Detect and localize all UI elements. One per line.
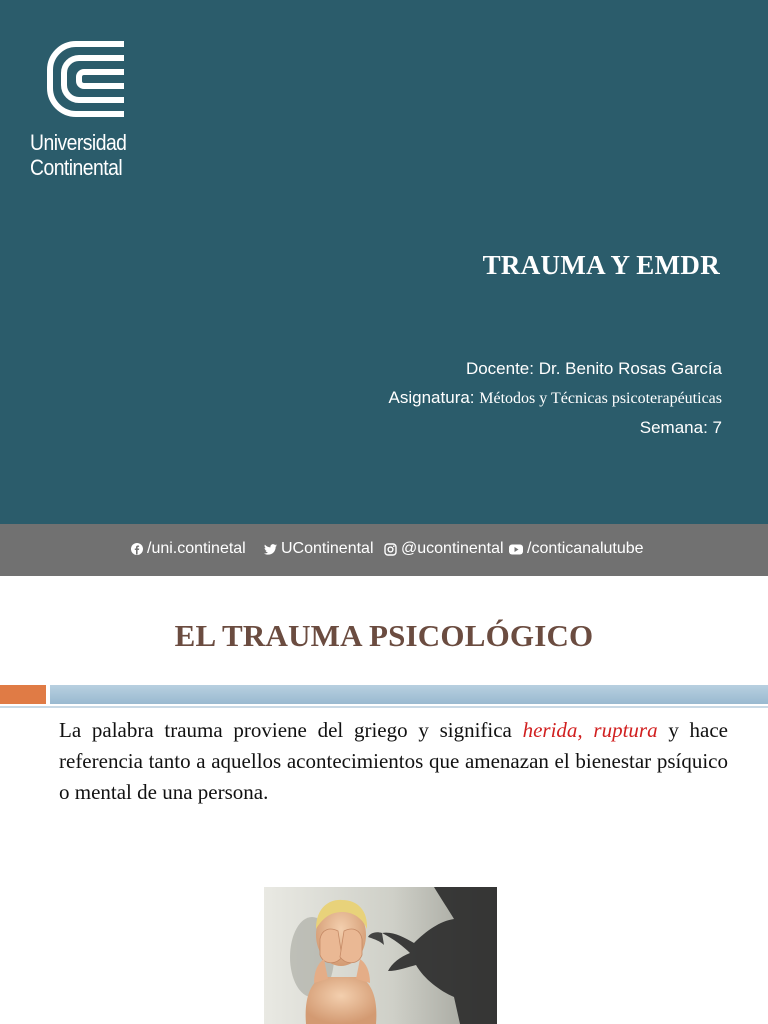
university-logo-icon [46,40,126,118]
week-line: Semana: 7 [639,418,722,437]
university-name [30,130,153,180]
subject-line [389,383,722,413]
instagram-icon [384,543,397,556]
social-twitter-text: UContinental [281,540,374,557]
definition-text-part1: La palabra trauma proviene del griego y significa [59,718,523,742]
divider [0,706,768,708]
social-twitter[interactable] [264,540,374,558]
definition-highlight: herida, ruptura [522,718,658,742]
social-media-bar [0,524,768,576]
social-instagram-text: @ucontinental [401,540,504,557]
social-facebook-text: /uni.continetal [147,540,246,557]
teacher-line: Docente: Dr. Benito Rosas García [465,359,722,378]
university-name-line1: Universidad [30,130,127,155]
definition-text-part2: y hace referencia tanto a aquellos acontecimientos que amenazan el bienestar psíquico o mental de una persona. [59,718,728,804]
trauma-child-photo [264,887,497,1024]
subject-value: Métodos y Técnicas psicoterapéuticas [479,390,722,407]
social-facebook[interactable] [131,540,246,558]
facebook-icon [131,543,143,555]
youtube-icon [509,544,523,555]
presentation-title: TRAUMA Y EMDR [482,250,720,280]
slide2-title: EL TRAUMA PSICOLÓGICO [174,618,594,653]
university-name-line2: Continental [30,155,123,180]
child-covering-face-illustration [264,887,497,1024]
trauma-definition-paragraph [59,715,728,808]
accent-bar-blue [50,685,768,704]
course-info [389,354,722,442]
social-instagram[interactable] [384,540,504,558]
twitter-icon [264,544,277,555]
social-youtube-text: /conticanalutube [527,540,644,557]
subject-label: Asignatura: [388,388,480,407]
accent-bar-orange [0,685,46,704]
social-youtube[interactable] [509,540,644,558]
